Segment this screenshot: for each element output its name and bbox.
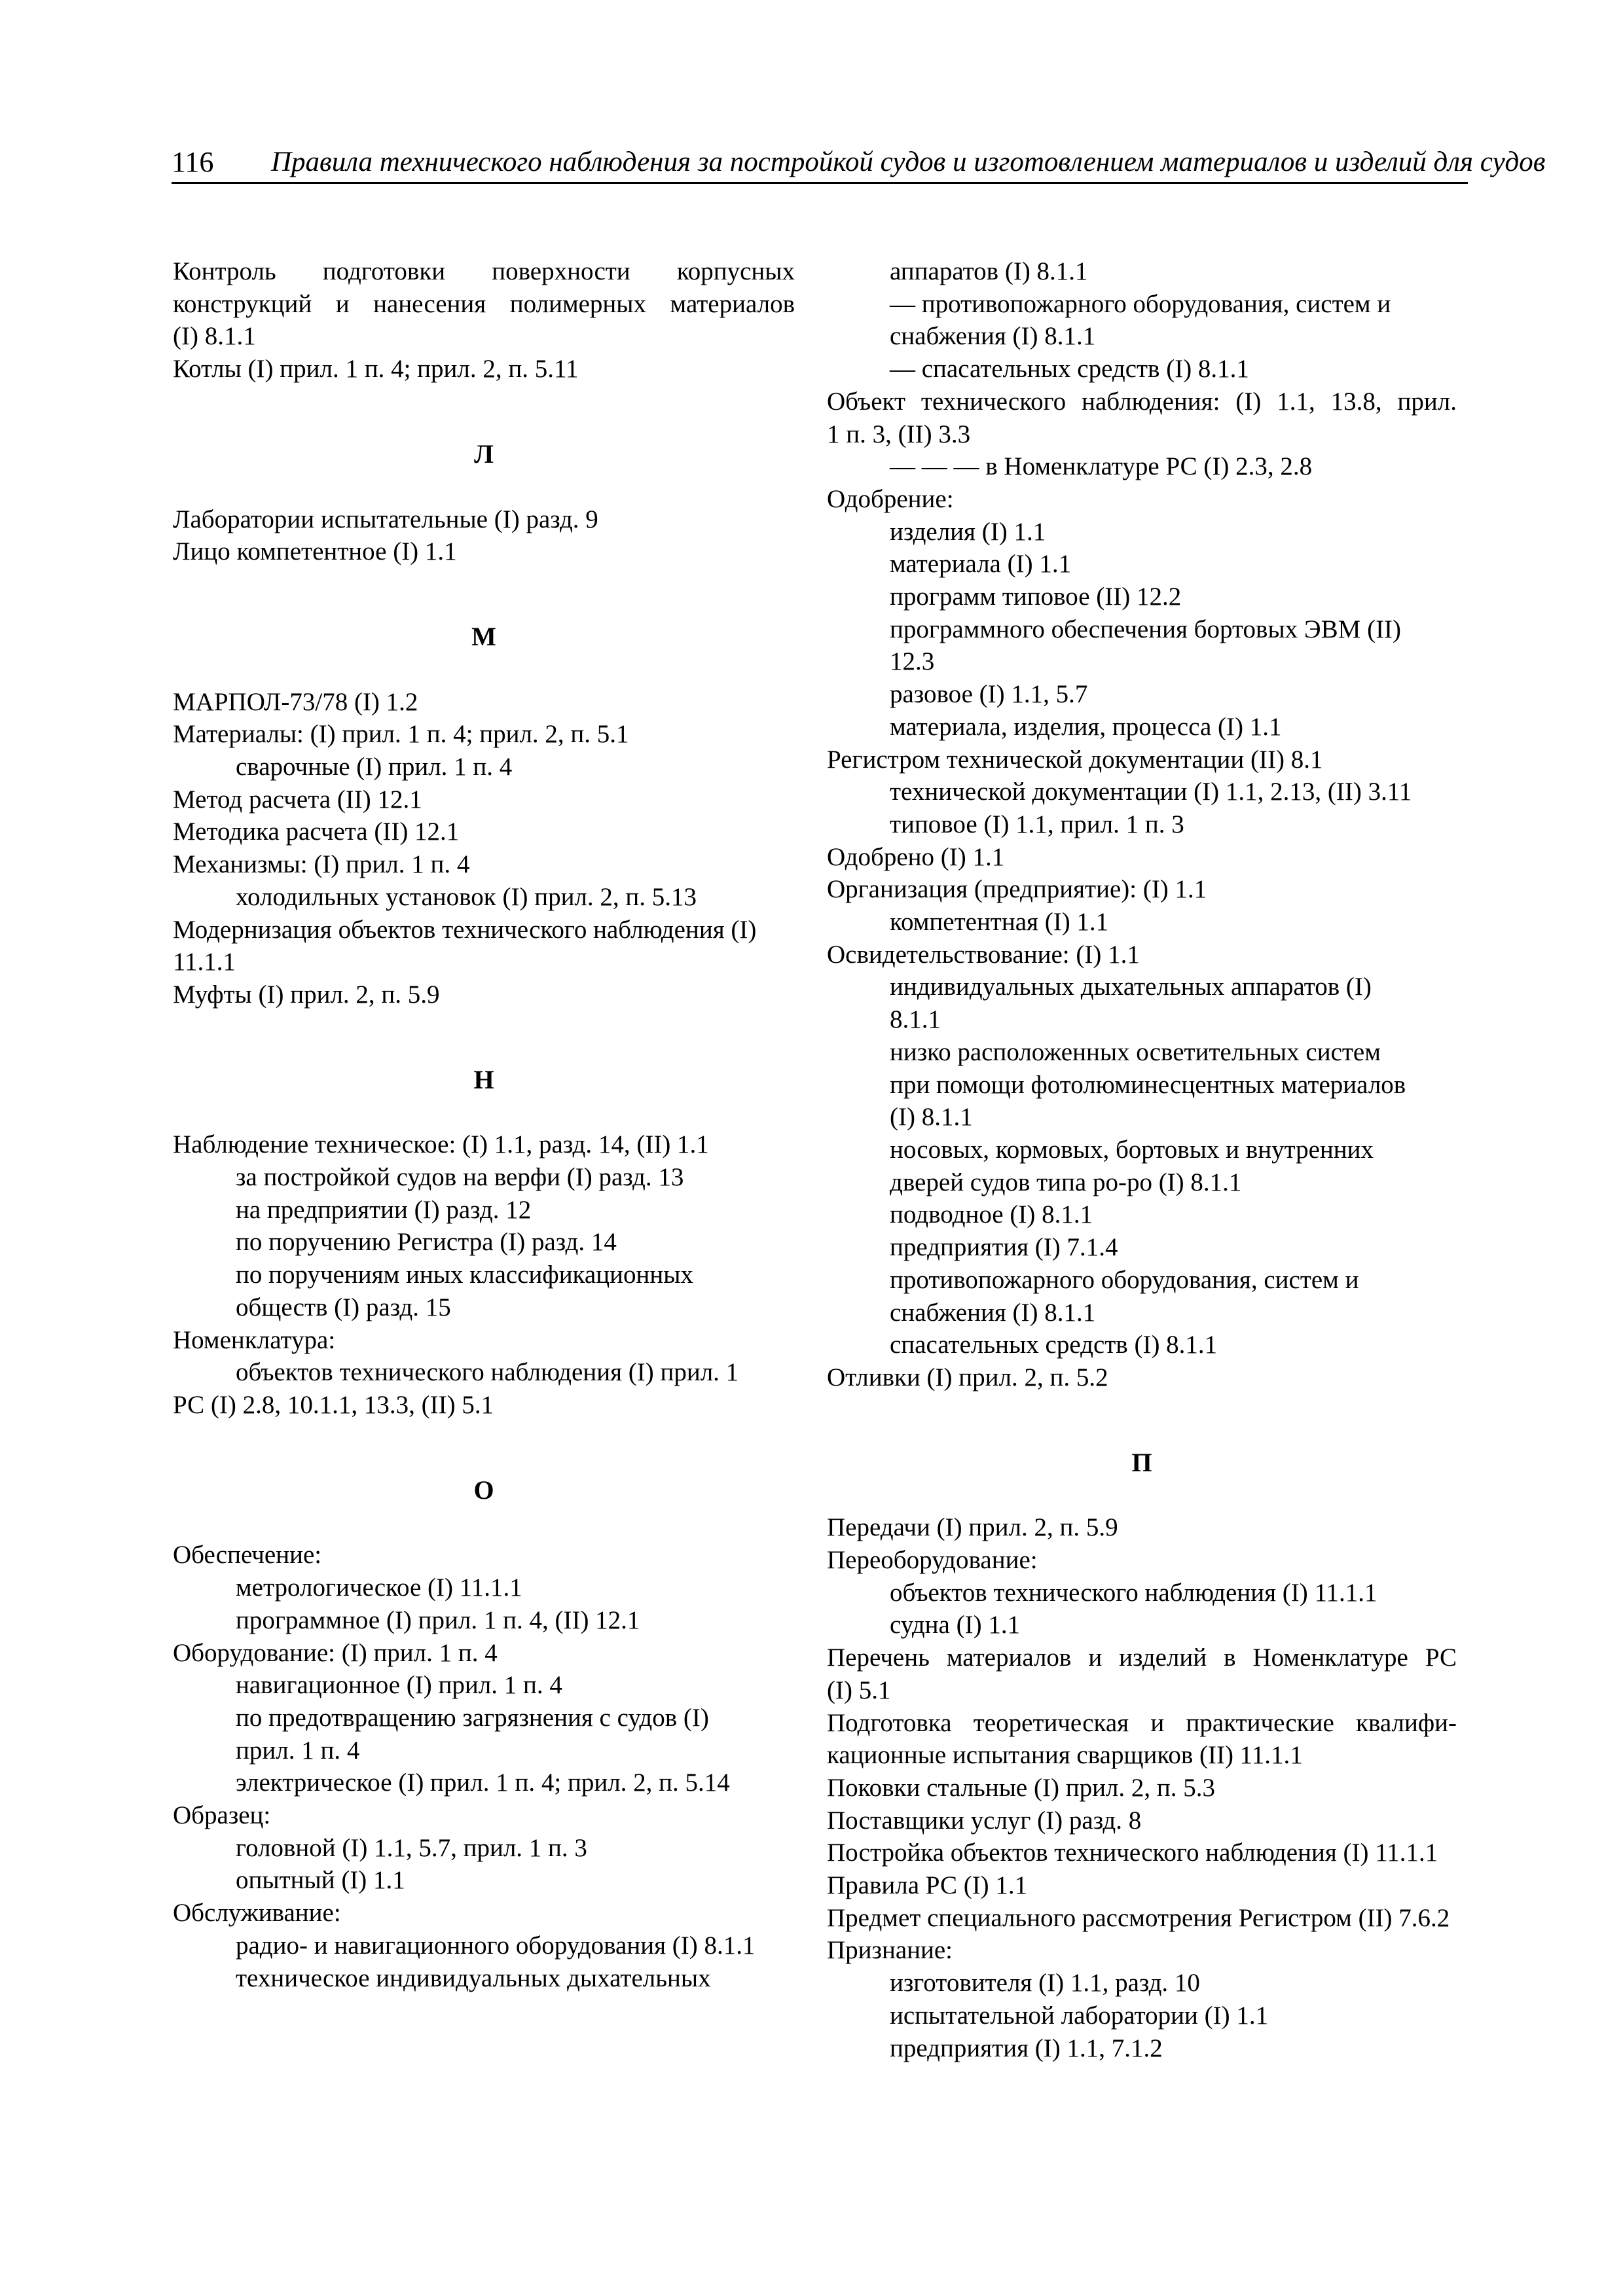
index-subentry: головной (I) 1.1, 5.7, прил. 1 п. 3 — [236, 1833, 587, 1862]
index-subentry: технической документации (I) 1.1, 2.13, (II) 3.11 — [890, 778, 1412, 806]
index-entry: Одобрение: — [827, 484, 954, 513]
index-entry: конструкций и нанесения полимерных материалов — [173, 289, 795, 318]
index-subentry: изделия (I) 1.1 — [890, 517, 1046, 546]
index-entry: Предмет специального рассмотрения Регистром (II) 7.6.2 — [827, 1903, 1450, 1932]
section-letter-p: П — [1131, 1447, 1152, 1477]
right-column — [827, 255, 1457, 2064]
index-entry: Номенклатура: — [173, 1325, 336, 1354]
index-subentry: спасательных средств (I) 8.1.1 — [890, 1331, 1218, 1359]
index-subentry: аппаратов (I) 8.1.1 — [890, 257, 1088, 285]
index-entry: (I) 8.1.1 — [173, 322, 256, 351]
index-entry: Механизмы: (I) прил. 1 п. 4 — [173, 850, 470, 879]
index-subentry: материала, изделия, процесса (I) 1.1 — [890, 712, 1282, 741]
index-subentry: навигационное (I) прил. 1 п. 4 — [236, 1671, 562, 1700]
index-entry: Подготовка теоретическая и практические квалифи- — [827, 1708, 1457, 1737]
index-entry: Обслуживание: — [173, 1899, 341, 1928]
section-letter-m: М — [471, 621, 496, 651]
index-entry: Котлы (I) прил. 1 п. 4; прил. 2, п. 5.11 — [173, 355, 579, 384]
index-entry: Материалы: (I) прил. 1 п. 4; прил. 2, п. 5.1 — [173, 720, 629, 749]
index-entry: (I) 5.1 — [827, 1676, 891, 1704]
index-subentry: техническое индивидуальных дыхательных — [236, 1964, 711, 1992]
index-subentry: предприятия (I) 1.1, 7.1.2 — [890, 2034, 1163, 2062]
index-subentry: опытный (I) 1.1 — [236, 1866, 405, 1895]
index-subentry: снабжения (I) 8.1.1 — [890, 322, 1096, 351]
index-subentry: носовых, кормовых, бортовых и внутренних — [890, 1135, 1374, 1164]
index-subentry: подводное (I) 8.1.1 — [890, 1200, 1093, 1229]
index-subentry: противопожарного оборудования, систем и — [890, 1265, 1359, 1294]
running-title: Правила технического наблюдения за постройкой судов и изготовлением материалов и изделий для судов — [271, 147, 1546, 177]
index-entry: Поковки стальные (I) прил. 2, п. 5.3 — [827, 1773, 1216, 1802]
index-subentry: — спасательных средств (I) 8.1.1 — [890, 355, 1249, 384]
index-subentry: на предприятии (I) разд. 12 — [236, 1195, 532, 1224]
index-entry: Признание: — [827, 1936, 953, 1965]
index-subentry: снабжения (I) 8.1.1 — [890, 1298, 1096, 1327]
index-subentry: материала (I) 1.1 — [890, 550, 1072, 579]
index-subentry: по поручениям иных классификационных — [236, 1261, 693, 1289]
index-subentry: электрическое (I) прил. 1 п. 4; прил. 2, п. 5.14 — [236, 1768, 730, 1797]
index-subentry: (I) 8.1.1 — [890, 1103, 973, 1132]
index-subentry: объектов технического наблюдения (I) 11.1.1 — [890, 1578, 1377, 1607]
index-subentry: 8.1.1 — [890, 1005, 941, 1034]
index-entry: РС (I) 2.8, 10.1.1, 13.3, (II) 5.1 — [173, 1390, 494, 1419]
index-entry: Лицо компетентное (I) 1.1 — [173, 537, 457, 566]
index-subentry: — — — в Номенклатуре РС (I) 2.3, 2.8 — [890, 452, 1313, 481]
index-entry: Правила РС (I) 1.1 — [827, 1871, 1028, 1900]
page-header — [172, 143, 1546, 184]
index-subentry: испытательной лаборатории (I) 1.1 — [890, 2001, 1269, 2030]
index-subentry: обществ (I) разд. 15 — [236, 1293, 451, 1321]
index-subentry: типовое (I) 1.1, прил. 1 п. 3 — [890, 810, 1184, 838]
left-column — [173, 255, 795, 1994]
index-entry: кационные испытания сварщиков (II) 11.1.1 — [827, 1741, 1303, 1770]
index-entry: Одобрено (I) 1.1 — [827, 842, 1005, 871]
index-entry: Отливки (I) прил. 2, п. 5.2 — [827, 1363, 1108, 1391]
index-entry: Передачи (I) прил. 2, п. 5.9 — [827, 1513, 1118, 1542]
index-entry: 1 п. 3, (II) 3.3 — [827, 420, 971, 448]
index-entry: Лаборатории испытательные (I) разд. 9 — [173, 505, 598, 533]
index-subentry: программное (I) прил. 1 п. 4, (II) 12.1 — [236, 1605, 640, 1634]
index-subentry: 12.3 — [890, 647, 935, 676]
index-subentry: индивидуальных дыхательных аппаратов (I) — [890, 973, 1372, 1001]
index-entry: Освидетельствование: (I) 1.1 — [827, 940, 1140, 969]
index-entry: Переоборудование: — [827, 1546, 1038, 1575]
index-entry: Объект технического наблюдения: (I) 1.1, 13.8, прил. — [827, 387, 1457, 416]
index-entry: Поставщики услуг (I) разд. 8 — [827, 1806, 1142, 1835]
index-entry: Методика расчета (II) 12.1 — [173, 817, 460, 846]
index-entry: Контроль подготовки поверхности корпусных — [173, 257, 795, 285]
index-subentry: судна (I) 1.1 — [890, 1611, 1021, 1640]
index-entry: Модернизация объектов технического наблюдения (I) — [173, 915, 757, 944]
index-subentry: дверей судов типа ро-ро (I) 8.1.1 — [890, 1168, 1242, 1196]
index-entry: Оборудование: (I) прил. 1 п. 4 — [173, 1638, 498, 1667]
section-letter-n: Н — [473, 1064, 494, 1094]
index-subentry: радио- и навигационного оборудования (I) 8.1.1 — [236, 1931, 756, 1960]
index-entry: Метод расчета (II) 12.1 — [173, 785, 422, 814]
page-number: 116 — [172, 146, 214, 178]
index-subentry: прил. 1 п. 4 — [236, 1736, 360, 1765]
index-subentry: при помощи фотолюминесцентных материалов — [890, 1070, 1406, 1099]
section-letter-o: О — [473, 1475, 494, 1505]
index-subentry: низко расположенных осветительных систем — [890, 1037, 1381, 1066]
index-subentry: программ типовое (II) 12.2 — [890, 583, 1182, 611]
index-subentry: холодильных установок (I) прил. 2, п. 5.13 — [236, 882, 697, 911]
index-subentry: метрологическое (I) 11.1.1 — [236, 1573, 522, 1602]
index-subentry: по поручению Регистра (I) разд. 14 — [236, 1228, 617, 1257]
index-subentry: по предотвращению загрязнения с судов (I) — [236, 1703, 709, 1732]
index-subentry: за постройкой судов на верфи (I) разд. 13 — [236, 1163, 684, 1192]
index-subentry: сварочные (I) прил. 1 п. 4 — [236, 753, 513, 781]
index-entry: Наблюдение техническое: (I) 1.1, разд. 14, (II) 1.1 — [173, 1130, 709, 1159]
index-subentry: изготовителя (I) 1.1, разд. 10 — [890, 1969, 1200, 1998]
index-entry: Организация (предприятие): (I) 1.1 — [827, 875, 1207, 904]
index-subentry: — противопожарного оборудования, систем и — [890, 289, 1391, 318]
index-subentry: программного обеспечения бортовых ЭВМ (II) — [890, 615, 1402, 643]
index-entry: Обеспечение: — [173, 1541, 322, 1570]
index-entry: 11.1.1 — [173, 948, 236, 977]
index-subentry: компетентная (I) 1.1 — [890, 908, 1109, 937]
index-subentry: предприятия (I) 7.1.4 — [890, 1233, 1118, 1262]
index-entry: Перечень материалов и изделий в Номенклатуре РС — [827, 1643, 1457, 1672]
index-entry: МАРПОЛ-73/78 (I) 1.2 — [173, 687, 418, 716]
index-entry: Муфты (I) прил. 2, п. 5.9 — [173, 980, 440, 1009]
index-subentry: объектов технического наблюдения (I) прил. 1 — [236, 1358, 739, 1387]
section-letter-l: Л — [474, 439, 494, 469]
index-subentry: разовое (I) 1.1, 5.7 — [890, 680, 1088, 709]
index-entry: Образец: — [173, 1801, 271, 1830]
index-entry: Регистром технической документации (II) 8.1 — [827, 745, 1323, 774]
index-entry: Постройка объектов технического наблюдения (I) 11.1.1 — [827, 1839, 1438, 1867]
